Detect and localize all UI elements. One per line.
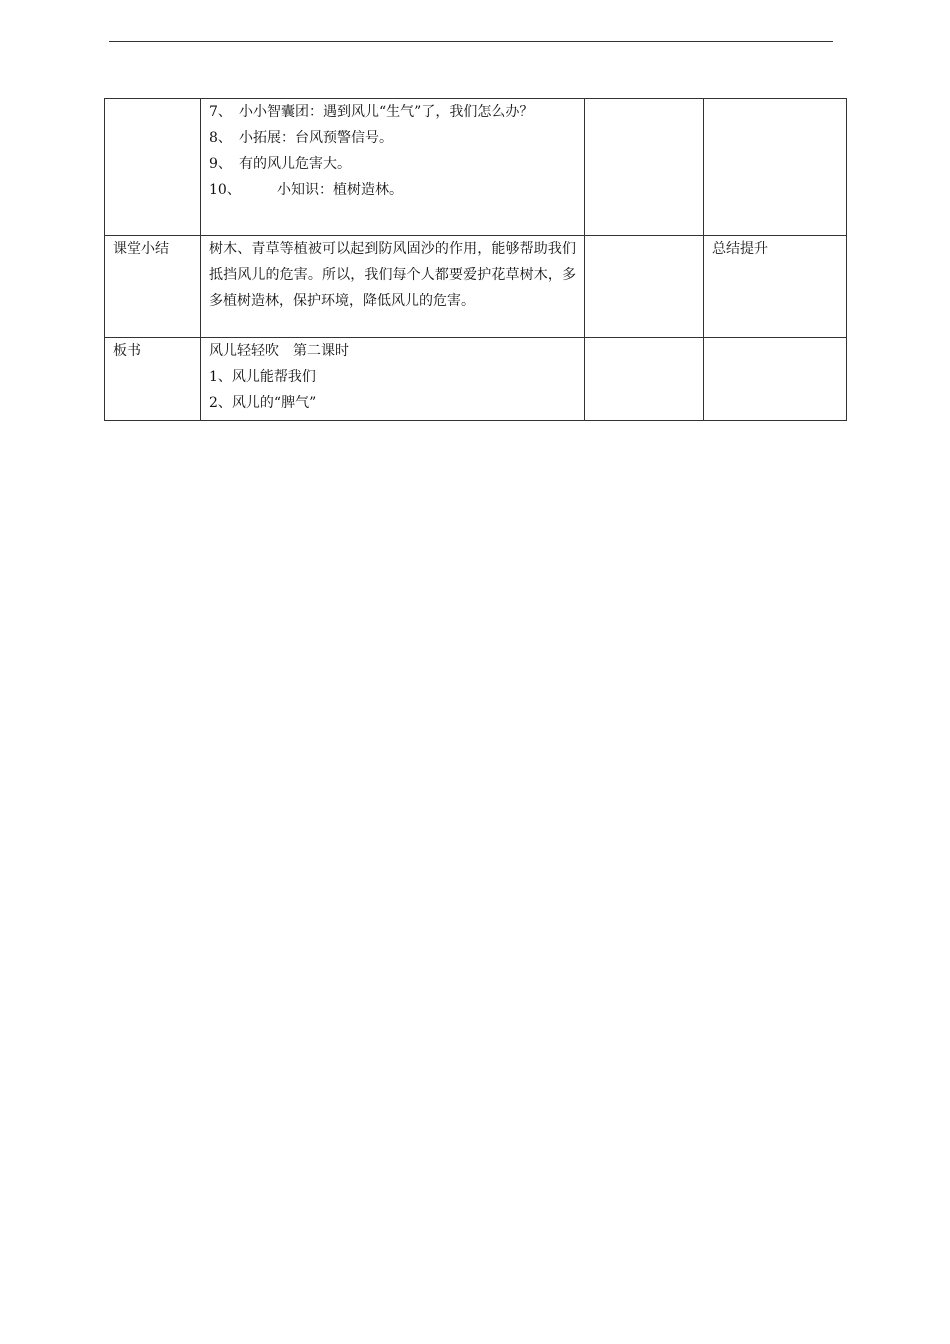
summary-paragraph: 树木、青草等植被可以起到防风固沙的作用，能够帮助我们抵挡风儿的危害。所以，我们每个人都要爱护花草树木，多多植树造林，保护环境，降低风儿的危害。 (209, 241, 576, 309)
activity-cell (201, 99, 585, 236)
item-text: 小知识：植树造林。 (277, 182, 403, 198)
item-number: 10、 (209, 182, 241, 198)
item-text: 小小智囊团：遇到风儿“生气”了，我们怎么办？ (239, 104, 534, 120)
item-text: 小拓展：台风预警信号。 (239, 130, 393, 146)
student-cell (585, 99, 704, 236)
table-row (105, 338, 847, 421)
list-item (209, 151, 576, 177)
list-item (209, 125, 576, 151)
purpose-cell (704, 338, 847, 421)
student-cell (585, 236, 704, 338)
stage-label: 板书 (105, 338, 201, 421)
lesson-plan-table (104, 98, 847, 421)
board-line: 1、风儿能帮我们 (209, 369, 316, 385)
table-row (105, 236, 847, 338)
board-content (201, 338, 585, 421)
summary-text (201, 236, 585, 338)
stage-label: 课堂小结 (105, 236, 201, 338)
purpose-label: 总结提升 (704, 236, 847, 338)
item-number: 8、 (209, 130, 232, 146)
list-item (209, 99, 576, 125)
item-text: 有的风儿危害大。 (239, 156, 351, 172)
list-item (209, 177, 576, 203)
purpose-cell (704, 99, 847, 236)
student-cell (585, 338, 704, 421)
table-row (105, 99, 847, 236)
board-line: 2、风儿的“脾气” (209, 395, 317, 411)
header-rule (109, 41, 833, 42)
board-line: 风儿轻轻吹 第二课时 (209, 343, 349, 359)
item-number: 9、 (209, 156, 232, 172)
item-number: 7、 (209, 104, 232, 120)
stage-cell (105, 99, 201, 236)
